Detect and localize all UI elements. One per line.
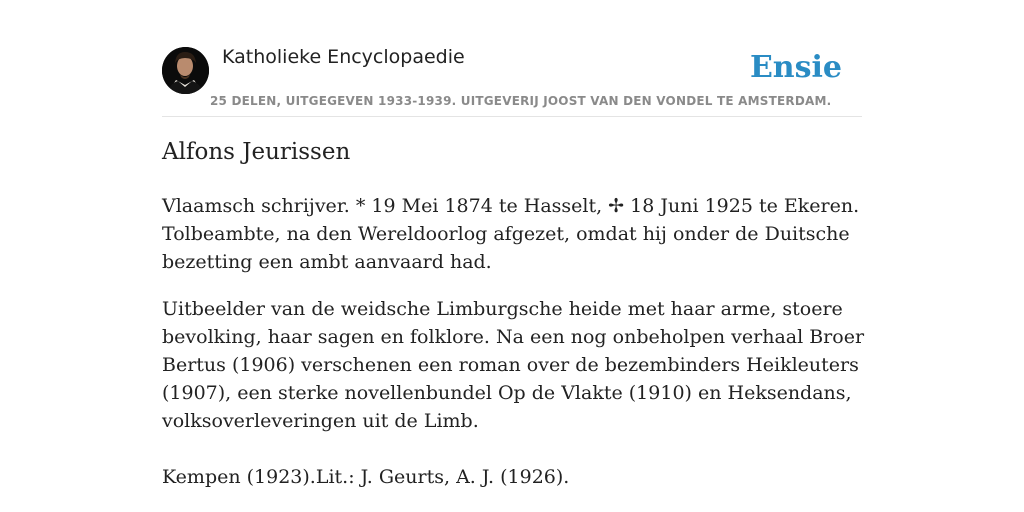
article-title: Alfons Jeurissen [162,139,351,165]
publication-header [162,44,862,117]
publication-subtitle: 25 DELEN, UITGEGEVEN 1933-1939. UITGEVERIJ JOOST VAN DEN VONDEL TE AMSTERDAM. [210,94,832,108]
publication-title[interactable]: Katholieke Encyclopaedie [222,46,465,68]
article-paragraph: Vlaamsch schrijver. * 19 Mei 1874 te Hasselt, ✢ 18 Juni 1925 te Ekeren. Tolbeambte, na den Wereldoorlog afgezet, omdat hij onder de Duitsche bezetting een ambt aanvaard had. [162,195,860,273]
article-paragraph: Uitbeelder van de weidsche Limburgsche heide met haar arme, stoere bevolking, haar sagen en folklore. Na een nog onbeholpen verhaal Broer Bertus (1906) verschenen een roman over de bezembinders Heikleuters (1907), een sterke novellenbundel Op de Vlakte (1910) en Heksendans, volksoverleveringen uit de Limb. [162,298,865,432]
ensie-logo-link[interactable]: Ensie [749,50,842,85]
portrait-avatar-icon[interactable] [162,47,209,94]
article-paragraph: Kempen (1923).Lit.: J. Geurts, A. J. (1926). [162,466,570,488]
